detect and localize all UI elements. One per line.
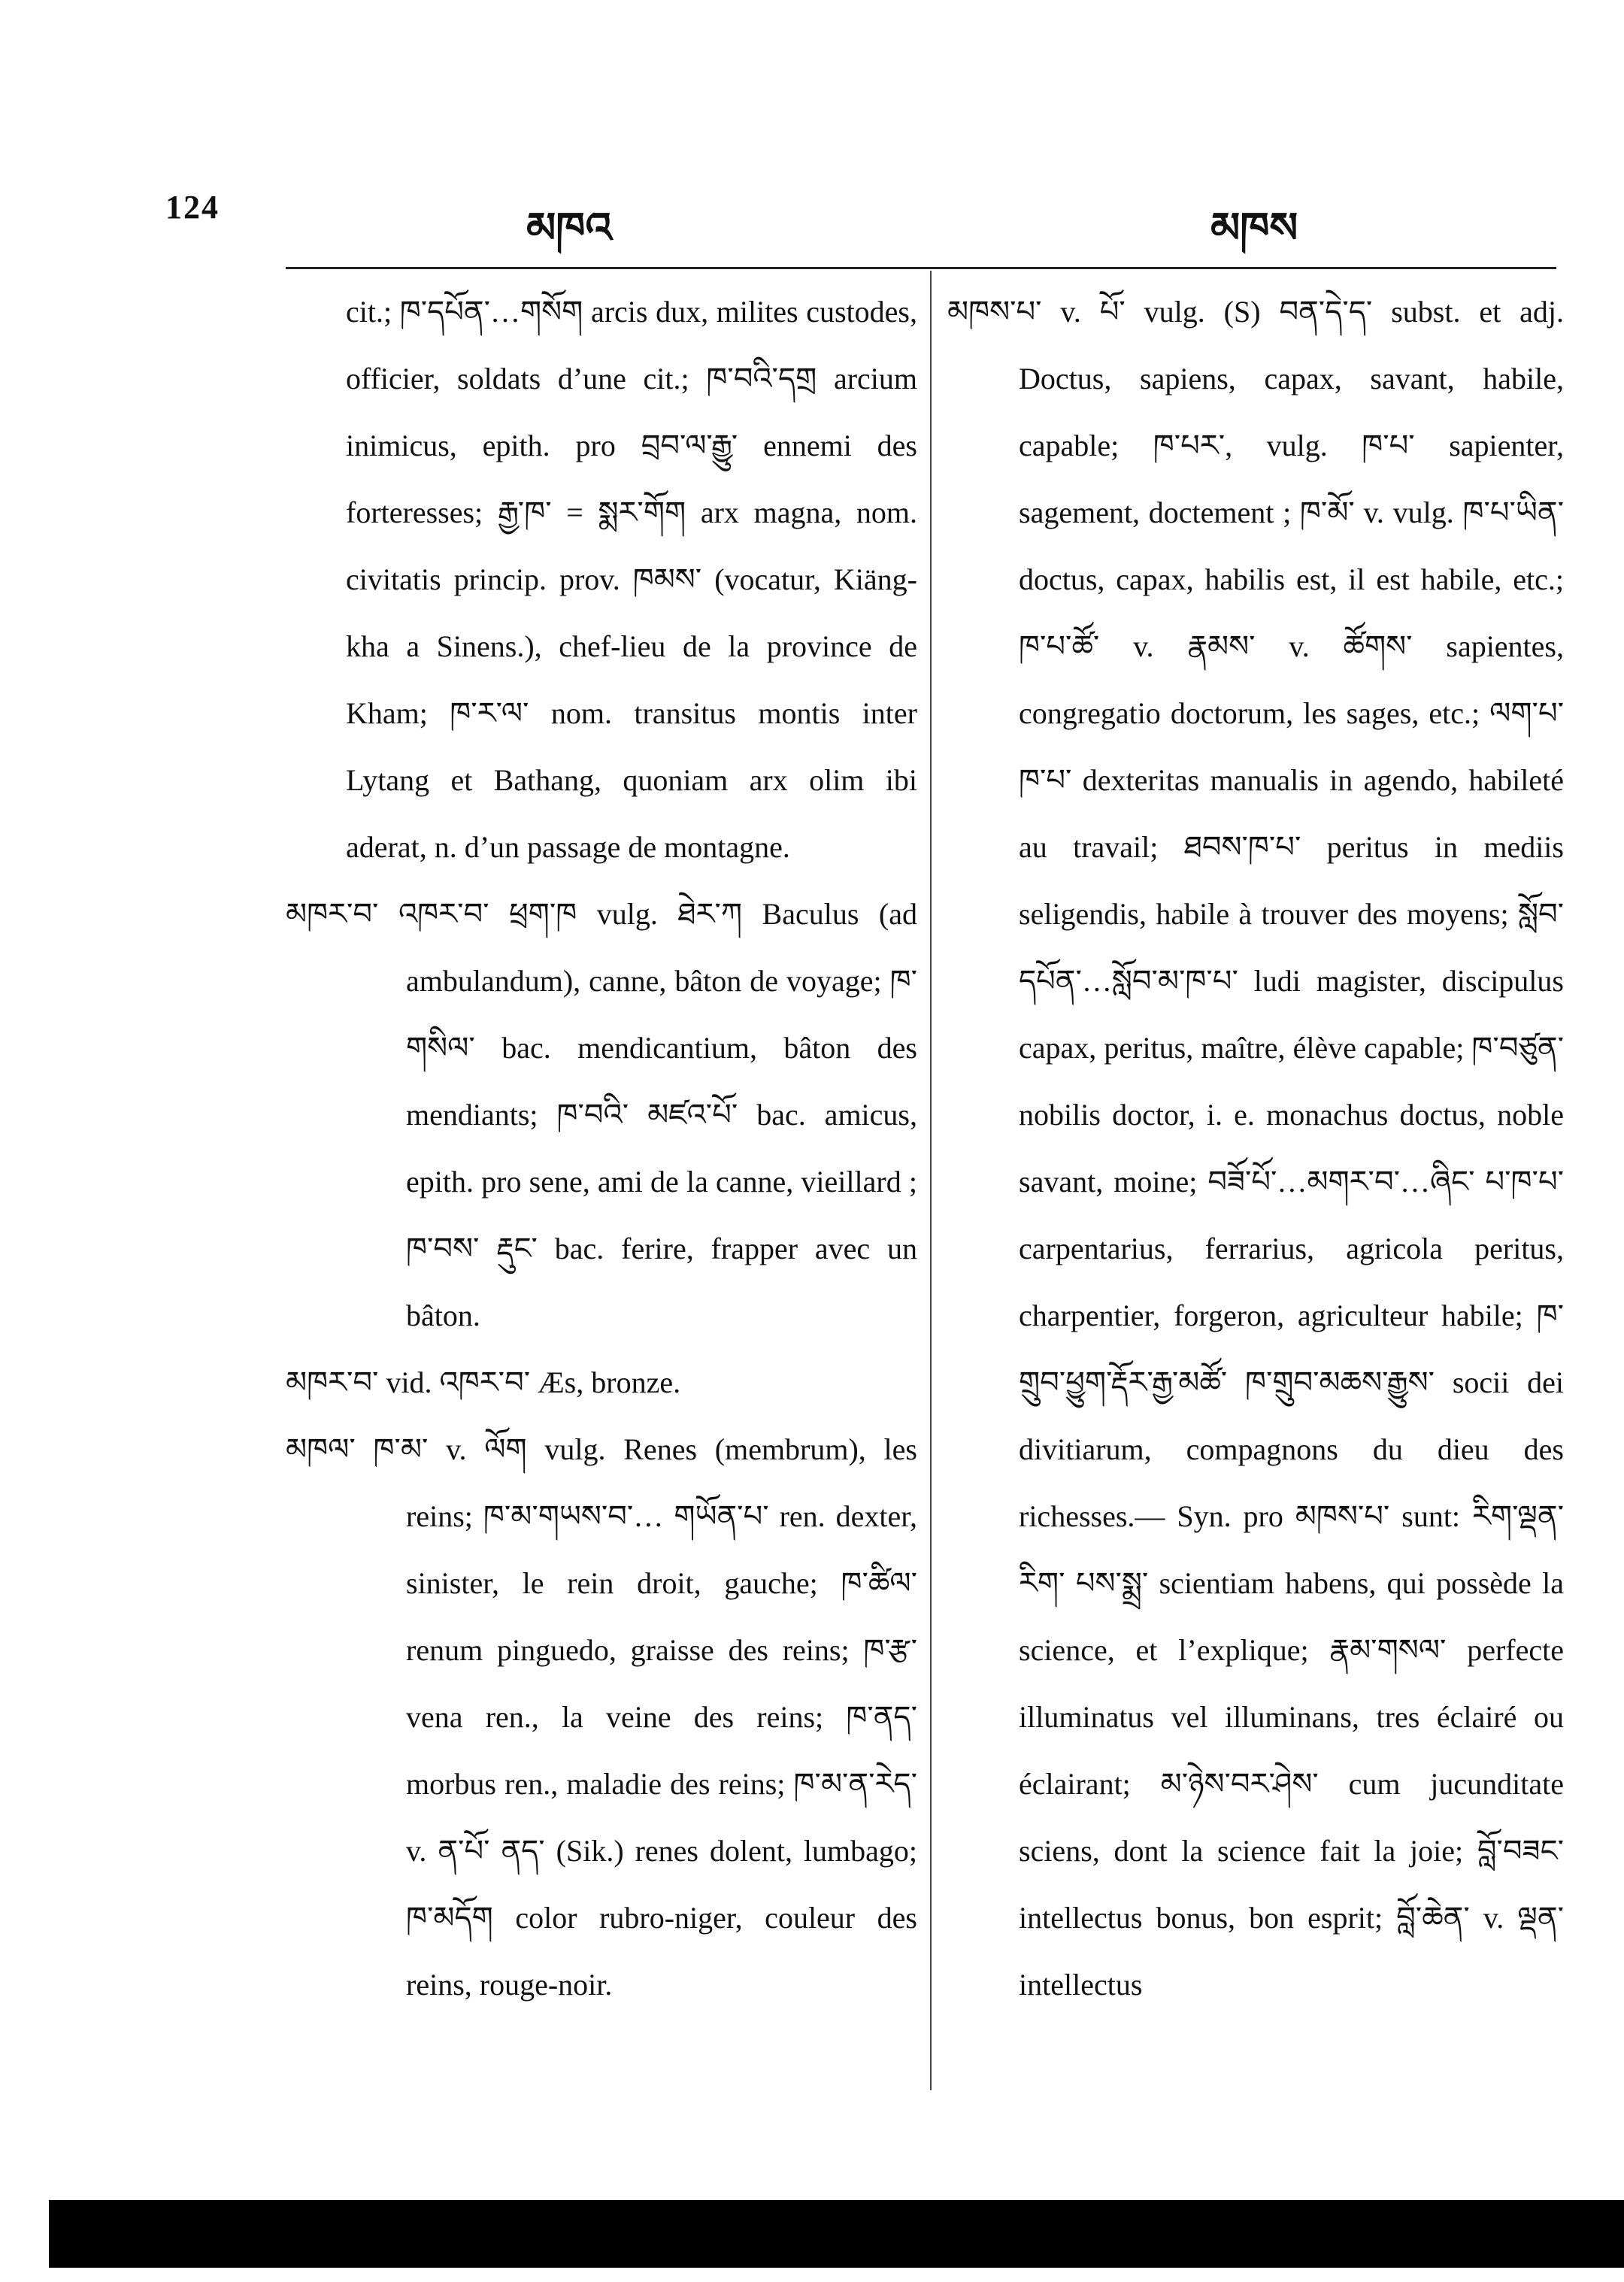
scan-bottom-band: [49, 2200, 1624, 2268]
page-number: 124: [165, 189, 220, 226]
entry-mkhar-ba-staff: མཁར་བ་ འཁར་བ་ ཕྲག་ཁ vulg. ཐེར་ཀ Baculus (ad ambulandum), canne, bâton de voyage; ཁ་གསིལ་ bac. mendicantium, bâton des mendiants; ཁ་བའི་ མཛའ་པོ་ bac. amicus, epith. pro sene, ami de la canne, vieillard ; ཁ་བས་ རྡུང་ bac. ferire, frapper avec un bâton.: [286, 897, 917, 1332]
header-rule: [286, 267, 1556, 269]
entry-continuation-kha: cit.; ཁ་དཔོན་…གསོག arcis dux, milites custodes, officier, soldats d’une cit.; ཁ་བའི་དགྲ arcium inimicus, epith. pro བྲབ་ལ་རྒྱུ་ ennemi des forteresses; རྒྱ་ཁ་ = སྨར་གོག arx magna, nom. civitatis princip. prov. ཁམས་ (vocatur, Kiäng-kha a Sinens.), chef-lieu de la province de Kham; ཁ་ར་ལ་ nom. transitus montis inter Lytang et Bathang, quoniam arx olim ibi aderat, n. d’un passage de montagne.: [346, 295, 917, 864]
entry-mkhar-ba-bronze: མཁར་བ་ vid. འཁར་བ་ Æs, bronze.: [286, 1365, 681, 1399]
left-column: [286, 278, 917, 2018]
column-divider: [930, 271, 932, 2090]
entry-mkhas-pa: མཁས་པ་ v. པོ་ vulg. (S) བན་དེ་ད་ subst. et adj. Doctus, sapiens, capax, savant, habile, capable; ཁ་པར་, vulg. ཁ་པ་ sapienter, sagement, doctement ; ཁ་མོ་ v. vulg. ཁ་པ་ཡིན་ doctus, capax, habilis est, il est habile, etc.; ཁ་པ་ཚོ་ v. རྣམས་ v. ཚོགས་ sapientes, congregatio doctorum, les sages, etc.; ལག་པ་ཁ་པ་ dexteritas manualis in agendo, habileté au travail; ཐབས་ཁ་པ་ peritus in mediis seligendis, habile à trouver des moyens; སློབ་དཔོན་…སློབ་མ་ཁ་པ་ ludi magister, discipulus capax, peritus, maître, élève capable; ཁ་བཙུན་ nobilis doctor, i. e. monachus doctus, noble savant, moine; བཟོ་པོ་…མགར་བ་…ཞིང་ པ་ཁ་པ་ carpentarius, ferrarius, agricola peritus, charpentier, forgeron, agriculteur habile; ཁ་གྲུབ་ཕྱུག་རྡོར་རྒྱ་མཚོ་ ཁ་གྲུབ་མཆས་རྒྱུས་ socii dei divitiarum, compagnons du dieu des richesses.— Syn. pro མཁས་པ་ sunt: རིག་ལྡན་ རིག་ པས་སྨྲ་ scientiam habens, qui possède la science, et l’explique; རྣམ་གསལ་ perfecte illuminatus vel illuminans, tres éclairé ou éclairant; མ་ཉེས་བར་ཤེས་ cum jucunditate sciens, dont la science fait la joie; བློ་བཟང་ intellectus bonus, bon esprit; བློ་ཆེན་ v. ལྡན་ intellectus: [947, 295, 1564, 2002]
running-header: [165, 180, 1564, 253]
entry-mkhal: མཁལ་ ཁ་མ་ v. ལོག vulg. Renes (membrum), les reins; ཁ་མ་གཡས་བ་… གཡོན་པ་ ren. dexter, sinister, le rein droit, gauche; ཁ་ཚིལ་ renum pinguedo, graisse des reins; ཁ་རྩ་ vena ren., la veine des reins; ཁ་ནད་ morbus ren., maladie des reins; ཁ་མ་ན་རེད་ v. ན་པོ་ ནད་ (Sik.) renes dolent, lumbago; ཁ་མདོག color rubro-niger, couleur des reins, rouge-noir.: [286, 1432, 917, 2002]
headword-left: མཁའ: [526, 204, 612, 253]
right-column: [947, 278, 1564, 2018]
headword-right: མཁས: [1210, 204, 1298, 253]
